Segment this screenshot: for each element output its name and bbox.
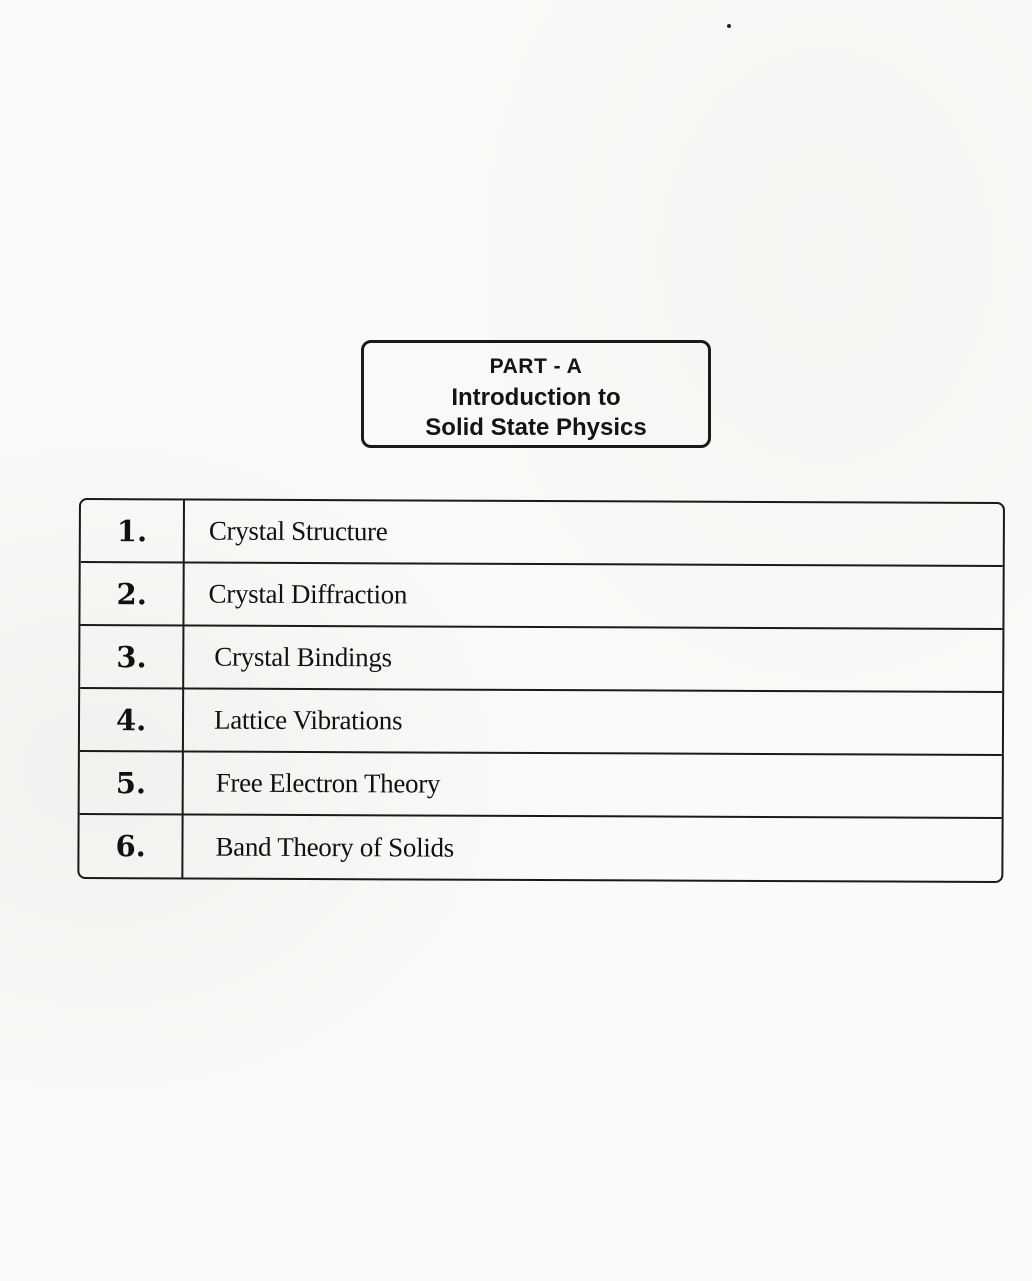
chapter-title: Free Electron Theory — [215, 767, 441, 799]
chapter-title: Lattice Vibrations — [213, 704, 403, 736]
chapter-number: 2. — [80, 563, 184, 624]
part-title-box — [361, 340, 711, 448]
part-label: PART - A — [489, 355, 583, 378]
chapter-table — [77, 498, 1005, 883]
ink-speck — [727, 24, 731, 28]
chapter-title: Crystal Structure — [208, 515, 388, 547]
chapter-number: 3. — [80, 626, 184, 687]
chapter-title: Crystal Diffraction — [208, 578, 408, 610]
chapter-title: Band Theory of Solids — [215, 831, 454, 863]
chapter-number: 5. — [80, 752, 184, 813]
chapter-row — [81, 500, 1003, 567]
chapter-row — [79, 815, 1001, 881]
chapter-number: 4. — [80, 689, 184, 750]
chapter-row — [80, 626, 1002, 693]
part-title-line-2: Solid State Physics — [425, 414, 647, 441]
chapter-number: 6. — [79, 815, 183, 877]
chapter-row — [80, 752, 1002, 819]
chapter-row — [80, 689, 1002, 756]
chapter-number: 1. — [81, 500, 185, 561]
part-title-line-1: Introduction to — [451, 384, 621, 411]
chapter-row — [80, 563, 1002, 630]
chapter-title: Crystal Bindings — [214, 641, 392, 673]
